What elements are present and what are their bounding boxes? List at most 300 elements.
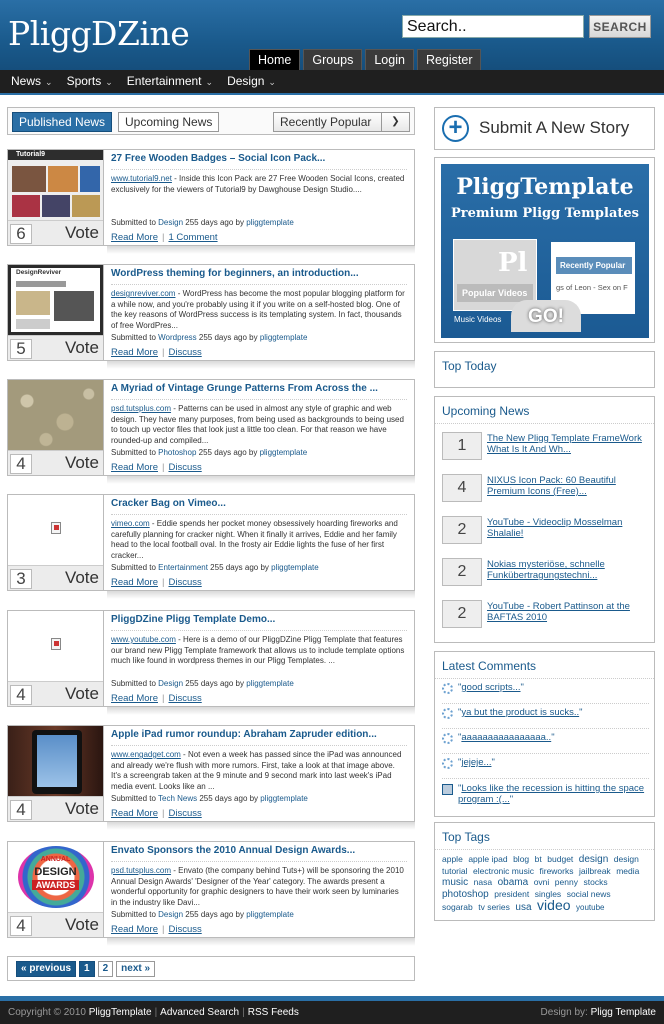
vote-count: 5 (10, 339, 32, 359)
tag-link[interactable]: budget (547, 854, 574, 864)
meta-ago: 255 days ago by (197, 794, 261, 803)
story-meta (111, 794, 308, 803)
story-desc-text: - Eddie spends her pocket money obsessively hoarding fireworks and carefully planning for cracker night. When it finally it arrives, Eddie and her family head to the local football oval. In the frosty air Eddie lights the fuse of her first cracker... (111, 519, 398, 560)
quote: " (509, 794, 514, 805)
story-thumb-box (7, 149, 104, 246)
separator: | (162, 808, 165, 819)
thumb-block (72, 195, 100, 217)
meta-submitted: Submitted to (111, 563, 159, 572)
vote-button[interactable]: Vote (64, 684, 99, 703)
quote: " (491, 757, 495, 768)
read-more-link[interactable]: Read More (111, 462, 158, 473)
meta-submitted: Submitted to (111, 448, 159, 457)
tag-link[interactable]: design (578, 854, 609, 865)
story-source-link[interactable]: www.tutorial9.net (111, 174, 172, 183)
vote-count: 2 (442, 558, 482, 586)
story-title[interactable]: Envato Sponsors the 2010 Annual Design Awards... (111, 845, 407, 862)
story-links (111, 808, 202, 819)
thumb-block (80, 166, 100, 192)
story-desc-text: - WordPress has become the most popular blogging platform for a while now, and you're probably using it if you write on a self-hosted blog. One of the key reasons of WordPress success is its templating system. In fact, thousands of free WordPres... (111, 289, 405, 330)
story-category-link[interactable]: Wordpress (158, 333, 197, 342)
comment-link[interactable]: good scripts... (461, 682, 521, 693)
discuss-link[interactable]: Discuss (168, 462, 202, 473)
avatar-icon (442, 784, 453, 795)
comment-item[interactable] (442, 757, 649, 779)
story-title[interactable]: PliggDZine Pligg Template Demo... (111, 614, 407, 631)
separator: | (162, 924, 165, 935)
quote: " (551, 732, 555, 743)
story-shadow (107, 361, 415, 369)
top-today-box (434, 351, 655, 388)
tag-link[interactable]: electronic music (473, 865, 534, 876)
comment-text (458, 783, 646, 805)
story-category-link[interactable]: Entertainment (158, 563, 208, 572)
story-meta (111, 333, 307, 342)
ad-text: gs of Leon - Sex on F (556, 283, 628, 292)
thumb-label: DesignReviver (16, 269, 62, 276)
nav-groups[interactable]: Groups (303, 49, 362, 70)
separator: | (162, 462, 165, 473)
tag-link[interactable]: media (616, 865, 640, 876)
story-thumb-box (7, 494, 104, 591)
tag-link[interactable]: penny (554, 877, 578, 887)
vote-button[interactable]: Vote (64, 223, 99, 242)
read-more-link[interactable]: Read More (111, 232, 158, 243)
list-item (442, 558, 649, 590)
story-thumbnail[interactable] (8, 380, 103, 450)
tag-cloud (435, 854, 654, 914)
story-links (111, 462, 202, 473)
top-tags-title: Top Tags (435, 823, 654, 850)
badge-text (8, 880, 103, 890)
comment-item[interactable] (442, 707, 649, 729)
story-category-link[interactable]: Photoshop (158, 448, 197, 457)
top-tags-box (434, 822, 655, 921)
meta-ago: 255 days ago by (196, 448, 260, 457)
story-thumb-box (7, 379, 104, 476)
tag-link[interactable]: sogarab (442, 902, 473, 912)
separator: | (162, 232, 165, 243)
story-links (111, 693, 202, 704)
thumb-block (16, 291, 50, 315)
category-sports[interactable] (67, 70, 113, 93)
tag-link[interactable]: blog (513, 854, 530, 864)
story-shadow (107, 822, 415, 830)
latest-comments-box (434, 651, 655, 817)
story-desc-text: - Inside this Icon Pack are 27 Free Wooden Social Icons, created exclusively for the viewers of Tutorial9 by Dawghouse Design Studio.... (111, 174, 405, 194)
sort-select[interactable] (273, 112, 410, 132)
upcoming-news-title: Upcoming News (435, 397, 654, 424)
tag-link[interactable]: youtube (576, 903, 605, 912)
story-meta (111, 910, 294, 919)
vote-count: 4 (442, 474, 482, 502)
badge-text-inner: AWARDS (32, 880, 80, 890)
story-desc-text: - Here is a demo of our PliggDZine Pligg Template that features our brand new Pligg Template framework that allows us to include template options much like found in wordpress themes in our Pligg Templates. ... (111, 635, 405, 665)
separator: | (162, 347, 165, 358)
thumb-block (12, 195, 40, 217)
story-thumb-box (7, 610, 104, 707)
pagination (7, 956, 415, 981)
site-header (0, 0, 664, 70)
story-user-link[interactable]: pliggtemplate (260, 794, 308, 803)
meta-submitted: Submitted to (111, 333, 159, 342)
search-input[interactable] (402, 15, 584, 38)
vote-count: 2 (442, 516, 482, 544)
top-today-title: Top Today (442, 359, 497, 373)
broken-image-icon (51, 638, 61, 650)
tag-link[interactable]: jailbreak (579, 865, 611, 876)
previous-page-button[interactable]: « previous (16, 961, 76, 977)
tag-link[interactable]: social news (566, 888, 611, 899)
story-shadow (107, 476, 415, 484)
story-source-link[interactable]: www.engadget.com (111, 750, 181, 759)
story-category-link[interactable]: Design (158, 218, 184, 227)
vote-button[interactable]: Vote (64, 568, 99, 587)
thumb-block (54, 291, 94, 321)
comment-text (458, 682, 646, 693)
story-body (104, 149, 415, 246)
meta-ago: 255 days ago by (183, 910, 247, 919)
read-more-link[interactable]: Read More (111, 808, 158, 819)
vote-box (8, 335, 103, 360)
comment-link[interactable]: jejeje... (461, 757, 492, 768)
copyright-text: Copyright © 2010 (8, 1007, 89, 1018)
story-category-link[interactable]: Design (158, 679, 184, 688)
footer-left (8, 1007, 299, 1018)
story-item (7, 149, 415, 246)
story-user-link[interactable]: pliggtemplate (259, 448, 308, 457)
meta-ago: 255 days ago by (183, 218, 247, 227)
quote: " (458, 707, 462, 718)
story-meta (111, 218, 294, 227)
badge-text: DESIGN (34, 866, 77, 878)
list-item (442, 474, 649, 506)
submit-story-button[interactable] (434, 107, 655, 150)
story-description (111, 289, 407, 331)
thumb-label: Tutorial9 (16, 151, 46, 158)
thumb-block (48, 166, 78, 192)
category-label: News (11, 74, 42, 88)
vote-box (8, 796, 103, 821)
news-tab-bar (7, 107, 415, 135)
footer-brand-link[interactable]: PliggTemplate (88, 1007, 152, 1018)
story-description (111, 174, 407, 216)
category-label: Sports (66, 74, 102, 88)
search-button[interactable]: SEARCH (589, 15, 651, 38)
comment-text (458, 732, 646, 743)
story-title[interactable]: A Myriad of Vintage Grunge Patterns From Across the ... (111, 383, 407, 400)
top-nav (249, 49, 481, 70)
discuss-link[interactable]: Discuss (168, 924, 202, 935)
chevron-down-icon: ⌄ (268, 77, 276, 87)
comment-link[interactable]: ya but the product is sucks.. (461, 707, 580, 718)
story-desc-text: - Patterns can be used in almost any style of graphic and web design. They have many purposes, from being used as backgrounds to being used to touch up vector files that look just a little too clean. For that reason we have rounded-up and compiled... (111, 404, 404, 445)
sort-select-value: Recently Popular (280, 115, 372, 129)
story-description (111, 635, 407, 677)
discuss-link[interactable]: Discuss (168, 693, 202, 704)
story-title[interactable]: WordPress theming for beginners, an introduction... (111, 268, 407, 285)
story-user-link[interactable]: pliggtemplate (259, 333, 308, 342)
story-item (7, 379, 415, 476)
meta-submitted: Submitted to (111, 910, 159, 919)
story-title[interactable]: 27 Free Wooden Badges – Social Icon Pack... (111, 153, 407, 170)
upcoming-story-link[interactable]: YouTube - Robert Pattinson at the BAFTAS 2010 (487, 601, 630, 623)
upcoming-story-link[interactable]: NIXUS Icon Pack: 60 Beautiful Premium Icons (Free)... (487, 475, 616, 497)
story-meta (111, 563, 319, 572)
vote-box (8, 912, 103, 937)
story-source-link[interactable]: vimeo.com (111, 519, 150, 528)
comment-item[interactable] (442, 732, 649, 754)
designer-link[interactable]: Pligg Template (590, 1007, 656, 1018)
story-user-link[interactable]: pliggtemplate (271, 563, 319, 572)
vote-button[interactable]: Vote (64, 453, 99, 472)
story-body (104, 379, 415, 476)
separator: | (154, 1007, 158, 1018)
tag-link[interactable]: obama (497, 877, 529, 888)
read-more-link[interactable]: Read More (111, 693, 158, 704)
tag-link[interactable]: apple ipad (468, 854, 508, 864)
story-description (111, 866, 407, 908)
comment-text (458, 707, 646, 718)
read-more-link[interactable]: Read More (111, 924, 158, 935)
avatar-icon (442, 708, 453, 719)
story-thumbnail[interactable] (8, 495, 103, 565)
separator: | (242, 1007, 245, 1018)
vote-count: 1 (442, 432, 482, 460)
tag-link[interactable]: apple (442, 854, 463, 864)
story-source-link[interactable]: psd.tutsplus.com (111, 404, 172, 413)
story-thumb-box (7, 725, 104, 822)
meta-ago: 255 days ago by (183, 679, 247, 688)
vote-count: 4 (10, 800, 32, 820)
thumb-block (16, 319, 50, 329)
tag-link[interactable]: stocks (583, 877, 608, 887)
quote: " (579, 707, 583, 718)
vote-box (8, 450, 103, 475)
latest-comments-title: Latest Comments (435, 652, 654, 679)
nav-home[interactable]: Home (249, 49, 300, 70)
story-shadow (107, 938, 415, 946)
vote-count: 2 (442, 600, 482, 628)
thumb-block (42, 195, 70, 217)
page-2-button[interactable]: 2 (98, 961, 114, 977)
story-item (7, 610, 415, 707)
meta-submitted: Submitted to (111, 794, 158, 803)
divider (0, 93, 664, 95)
story-description (111, 519, 407, 561)
story-thumbnail[interactable] (8, 265, 103, 335)
vote-count: 4 (10, 454, 32, 474)
story-body (104, 841, 415, 938)
next-page-button[interactable]: next » (116, 961, 155, 977)
ad-title: PliggTemplate (456, 174, 634, 200)
story-source-link[interactable]: www.youtube.com (111, 635, 176, 644)
nav-register[interactable]: Register (417, 49, 482, 70)
story-desc-text: - Not even a week has passed since the iPad was announced and already we're flush with more rumors. First, take a look at that image above. It's a screengrab taken at the 9 minute and 9 second mark into last week's iPad media event. Looks like an ... (111, 750, 402, 791)
list-item (442, 600, 649, 632)
vote-box (8, 681, 103, 706)
vote-button[interactable]: Vote (64, 799, 99, 818)
ad-box (434, 157, 655, 343)
chevron-down-icon: ❯ (381, 113, 409, 131)
story-item (7, 725, 415, 822)
story-thumbnail[interactable] (8, 726, 103, 796)
story-links (111, 232, 218, 243)
quote: " (458, 783, 462, 794)
comment-item[interactable] (442, 783, 649, 809)
story-category-link[interactable]: Tech News (158, 794, 198, 803)
story-thumbnail[interactable] (8, 150, 103, 220)
story-source-link[interactable]: psd.tutsplus.com (111, 866, 172, 875)
quote: " (458, 732, 462, 743)
quote: " (458, 682, 462, 693)
tag-link[interactable]: ovni (533, 877, 550, 887)
tab-upcoming-news[interactable]: Upcoming News (118, 112, 219, 132)
list-item (442, 432, 649, 464)
story-thumbnail[interactable] (8, 611, 103, 681)
tag-link[interactable]: fireworks (539, 865, 574, 876)
story-item (7, 494, 415, 591)
story-title[interactable]: Apple iPad rumor roundup: Abraham Zapruder edition... (111, 729, 407, 746)
category-design[interactable] (227, 70, 276, 93)
story-item (7, 841, 415, 938)
tag-link[interactable]: music (442, 877, 469, 888)
story-meta (111, 679, 294, 688)
tag-link[interactable]: singles (534, 888, 562, 899)
ad-text: Pl (498, 248, 528, 278)
nav-login[interactable]: Login (365, 49, 414, 70)
tag-link[interactable]: photoshop (442, 888, 489, 900)
story-body (104, 610, 415, 707)
upcoming-story-link[interactable]: Nokias mysteriöse, schnelle Funkübertragungstechni... (487, 559, 605, 581)
ad-go-badge: GO! (511, 300, 581, 332)
read-more-link[interactable]: Read More (111, 577, 158, 588)
advanced-search-link[interactable]: Advanced Search (160, 1007, 240, 1018)
page-1-button[interactable]: 1 (79, 961, 95, 977)
story-description (111, 404, 407, 446)
meta-submitted: Submitted to (111, 679, 159, 688)
broken-image-icon (51, 522, 61, 534)
ipad-screen (37, 735, 77, 787)
story-title[interactable]: Cracker Bag on Vimeo... (111, 498, 407, 515)
upcoming-story-link[interactable]: The New Pligg Template FrameWork What Is It And Wh... (487, 433, 642, 455)
footer-right (541, 1007, 656, 1018)
tab-published-news[interactable]: Published News (12, 112, 112, 132)
story-item (7, 264, 415, 361)
vote-button[interactable]: Vote (64, 915, 99, 934)
vote-count: 3 (10, 569, 32, 589)
story-user-link[interactable]: pliggtemplate (246, 218, 294, 227)
story-user-link[interactable]: pliggtemplate (246, 679, 294, 688)
badge-text: ANNUAL (40, 856, 71, 863)
separator: | (162, 577, 165, 588)
story-links (111, 924, 202, 935)
meta-ago: 255 days ago by (196, 333, 260, 342)
read-more-link[interactable]: Read More (111, 347, 158, 358)
chevron-down-icon: ⌄ (105, 77, 113, 87)
story-desc-text: - Envato (the company behind Tuts+) will be sponsoring the 2010 Annual Design Awards' 'Designer of the Year' category. The awards present a wonderful opportunity for graphic designers to have their work seen by luminaries in the industry like Davi... (111, 866, 404, 907)
story-thumbnail[interactable] (8, 842, 103, 912)
comment-link[interactable]: Looks like the recession is hitting the space program :(... (458, 783, 645, 805)
story-user-link[interactable]: pliggtemplate (246, 910, 294, 919)
story-meta (111, 448, 307, 457)
story-description (111, 750, 407, 792)
discuss-link[interactable]: Discuss (168, 347, 202, 358)
chevron-down-icon: ⌄ (205, 77, 214, 87)
discuss-link[interactable]: 1 Comment (168, 232, 218, 243)
story-body (104, 494, 415, 591)
comment-link[interactable]: aaaaaaaaaaaaaaaa.. (461, 732, 552, 743)
vote-count: 6 (10, 224, 32, 244)
meta-ago: 255 days ago by (207, 563, 272, 572)
tag-link[interactable]: video (537, 897, 571, 913)
site-logo[interactable]: PliggDZine (8, 14, 190, 53)
tag-link[interactable]: president (494, 888, 530, 899)
tag-link[interactable]: tv series (478, 902, 510, 912)
comment-item[interactable] (442, 682, 649, 704)
vote-count: 4 (10, 685, 32, 705)
avatar-icon (442, 733, 453, 744)
meta-submitted: Submitted to (111, 218, 159, 227)
category-label: Design (227, 74, 265, 88)
separator: | (162, 693, 165, 704)
story-category-link[interactable]: Design (158, 910, 184, 919)
tag-link[interactable]: design (613, 854, 639, 864)
upcoming-news-box (434, 396, 655, 643)
quote: " (458, 757, 462, 768)
story-shadow (107, 246, 415, 254)
category-bar (0, 70, 664, 93)
ad-text: Recently Popular (556, 257, 632, 274)
tag-link[interactable]: usa (515, 902, 532, 913)
rss-feeds-link[interactable]: RSS Feeds (247, 1007, 299, 1018)
story-thumb-box (7, 264, 104, 361)
upcoming-story-link[interactable]: YouTube - Videoclip Mosselman Shalalie! (487, 517, 623, 539)
discuss-link[interactable]: Discuss (168, 577, 202, 588)
quote: " (520, 682, 524, 693)
ad-text: Popular Videos (457, 284, 533, 302)
avatar-icon (442, 758, 453, 769)
category-label: Entertainment (126, 74, 202, 88)
vote-count: 4 (10, 916, 32, 936)
vote-button[interactable]: Vote (64, 338, 99, 357)
design-by-text: Design by: (540, 1007, 591, 1018)
comment-text (458, 757, 646, 768)
tag-link[interactable]: bt (534, 854, 542, 864)
chevron-down-icon: ⌄ (45, 77, 53, 87)
site-footer (0, 996, 664, 1024)
category-entertainment[interactable] (127, 70, 213, 93)
story-links (111, 577, 202, 588)
submit-story-label: Submit A New Story (479, 118, 630, 137)
avatar-icon (442, 683, 453, 694)
thumb-block (12, 166, 46, 192)
pliggtemplate-ad-banner[interactable] (441, 164, 649, 338)
discuss-link[interactable]: Discuss (168, 808, 202, 819)
tag-link[interactable]: nasa (473, 877, 493, 887)
story-body (104, 264, 415, 361)
vote-box (8, 565, 103, 590)
story-source-link[interactable]: designreviver.com (111, 289, 176, 298)
plus-icon: + (442, 115, 469, 142)
story-shadow (107, 591, 415, 599)
ad-text: Music Videos (454, 315, 502, 324)
category-news[interactable] (11, 70, 53, 93)
thumb-block (16, 281, 66, 287)
tag-link[interactable]: tutorial (442, 865, 468, 876)
list-item (442, 516, 649, 548)
story-shadow (107, 707, 415, 715)
